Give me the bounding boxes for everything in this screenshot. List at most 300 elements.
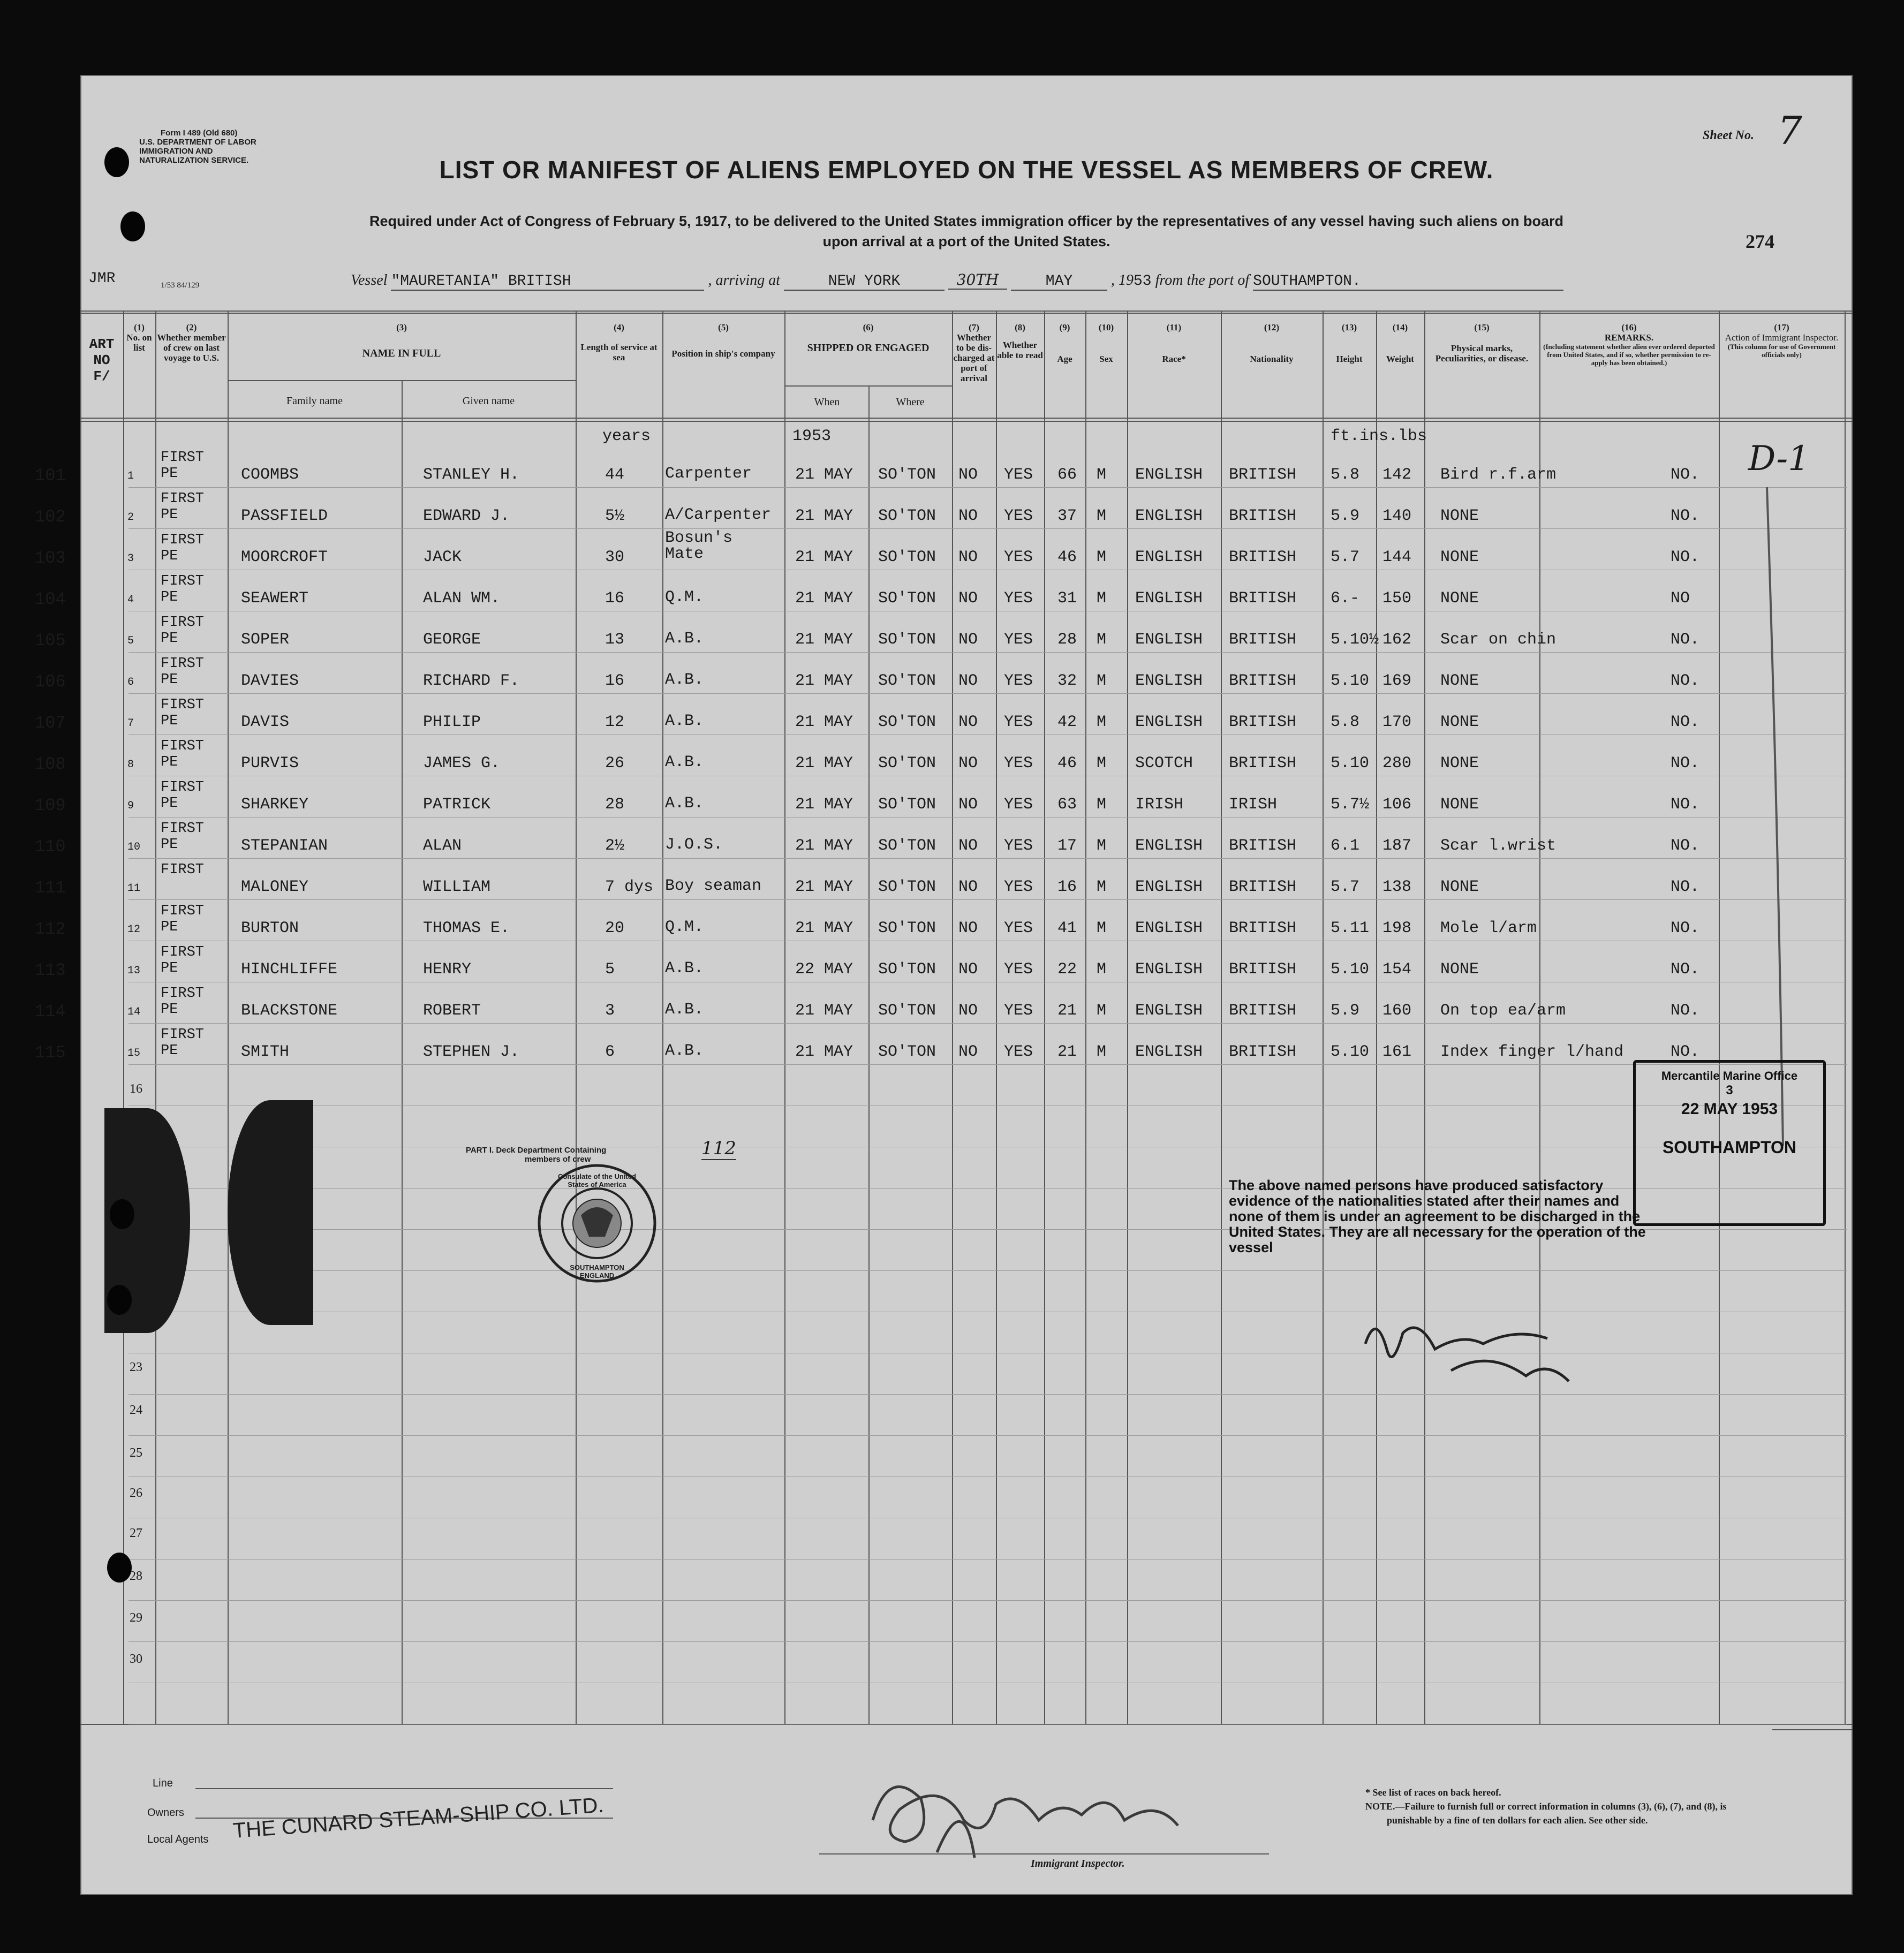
sex: M	[1097, 1043, 1107, 1061]
family-name: PURVIS	[241, 754, 299, 773]
shipped-when: 21 MAY	[795, 507, 853, 525]
able-to-read: YES	[1004, 796, 1033, 814]
position: Q.M.	[665, 918, 704, 936]
wax-seal-right	[228, 1100, 313, 1325]
discharge: NO	[958, 837, 978, 855]
remarks: NO.	[1671, 672, 1700, 690]
able-to-read: YES	[1004, 960, 1033, 979]
part-note-text-2: members of crew	[525, 1155, 591, 1164]
shipped-where: SO'TON	[878, 919, 936, 937]
height: 5.10½	[1331, 631, 1379, 649]
given-name: STEPHEN J.	[423, 1043, 520, 1061]
stamp-line1: Mercantile Marine Office	[1661, 1069, 1798, 1083]
row-rule	[129, 487, 1847, 488]
service-length: 5½	[605, 507, 625, 525]
col17-label: Action of Immigrant Inspector.	[1725, 332, 1839, 343]
position: J.O.S.	[665, 836, 723, 854]
discharge: NO	[958, 548, 978, 566]
race: ENGLISH	[1135, 713, 1203, 731]
service-length: 28	[605, 796, 625, 814]
nationality: BRITISH	[1229, 548, 1297, 566]
sex: M	[1097, 1002, 1107, 1020]
row-rule	[129, 1394, 1847, 1395]
shipped-where: SO'TON	[878, 878, 936, 896]
position: A/Carpenter	[665, 506, 772, 524]
part-number: 115	[35, 1043, 66, 1063]
col-line	[228, 311, 229, 1724]
col-line	[952, 311, 953, 1724]
row-rule	[129, 1600, 1847, 1601]
service-length: 16	[605, 672, 625, 690]
remarks: NO.	[1671, 548, 1700, 566]
empty-row-number: 16	[130, 1082, 142, 1096]
position: A.B.	[665, 794, 704, 813]
empty-row-number: 23	[130, 1360, 142, 1374]
sex: M	[1097, 589, 1107, 608]
given-name: STANLEY H.	[423, 466, 520, 484]
jmr-code: JMR	[88, 270, 116, 287]
shipped-where: SO'TON	[878, 589, 936, 608]
able-to-read: YES	[1004, 631, 1033, 649]
vessel-label: Vessel	[351, 272, 388, 289]
physical-marks: Scar l.wrist	[1440, 837, 1557, 855]
col17-num: (17)	[1774, 322, 1789, 332]
col5-header	[663, 322, 783, 359]
part-number: 106	[35, 672, 66, 692]
nationality: BRITISH	[1229, 754, 1297, 773]
age: 66	[1057, 466, 1077, 484]
race: ENGLISH	[1135, 837, 1203, 855]
col16-header	[1540, 322, 1718, 367]
position: A.B.	[665, 959, 704, 978]
height: 5.10	[1331, 672, 1370, 690]
col2-label: Whether member of crew on last voyage to U.S.	[157, 332, 226, 363]
able-to-read: YES	[1004, 1043, 1033, 1061]
units-years: years	[602, 427, 651, 445]
given-name: WILLIAM	[423, 878, 491, 896]
sex: M	[1097, 672, 1107, 690]
shipped-where: SO'TON	[878, 960, 936, 979]
stamp-place: SOUTHAMPTON	[1662, 1138, 1797, 1157]
footer-notes	[1365, 1785, 1794, 1827]
sex: M	[1097, 796, 1107, 814]
given-name: JAMES G.	[423, 754, 501, 773]
service-length: 12	[605, 713, 625, 731]
remarks: NO.	[1671, 878, 1700, 896]
race: ENGLISH	[1135, 1002, 1203, 1020]
when-header: When	[814, 396, 840, 408]
height: 5.7	[1331, 878, 1360, 896]
last-voyage: FIRST PE	[161, 944, 205, 976]
given-name: EDWARD J.	[423, 507, 510, 525]
col-line	[1085, 311, 1086, 1724]
footer-line-rule	[195, 1788, 613, 1789]
service-length: 16	[605, 589, 625, 608]
col13-label: Height	[1336, 354, 1363, 364]
arriving-day: 30TH	[948, 271, 1007, 290]
col6-label: SHIPPED OR ENGAGED	[807, 342, 930, 354]
year-suffix: 53	[1134, 273, 1152, 290]
weight: 150	[1382, 589, 1412, 608]
discharge: NO	[958, 1043, 978, 1061]
subtitle-line1: Required under Act of Congress of February 5, 1917, to be delivered to the United States immigration officer by the representatives of any vessel having such aliens on board	[369, 213, 1564, 229]
family-name: SEAWERT	[241, 589, 309, 608]
part-number: 103	[35, 548, 66, 568]
row-rule	[129, 652, 1847, 653]
race: IRISH	[1135, 796, 1184, 814]
col8-num: (8)	[1015, 322, 1025, 332]
footer-note-3: punishable by a fine of ten dollars for each alien. See other side.	[1387, 1815, 1648, 1826]
weight: 280	[1382, 754, 1412, 773]
list-number: 12	[127, 923, 141, 936]
nationality: BRITISH	[1229, 1002, 1297, 1020]
last-voyage: FIRST PE	[161, 615, 205, 647]
punch-hole	[120, 211, 145, 241]
service: IMMIGRATION AND NATURALIZATION SERVICE.	[139, 147, 249, 165]
family-name: BLACKSTONE	[241, 1002, 338, 1020]
col11-num: (11)	[1166, 322, 1182, 332]
race: ENGLISH	[1135, 672, 1203, 690]
empty-row-number: 28	[130, 1569, 142, 1583]
col1-num: (1)	[134, 322, 145, 332]
part-note-count: 112	[701, 1138, 736, 1159]
col-line	[1127, 311, 1128, 1724]
discharge: NO	[958, 713, 978, 731]
nationality: BRITISH	[1229, 631, 1297, 649]
part-number: 104	[35, 589, 66, 609]
shipped-when: 21 MAY	[795, 919, 853, 937]
discharge: NO	[958, 878, 978, 896]
remarks: NO.	[1671, 754, 1700, 773]
col7-label: Whether to be dis-charged at port of arrival	[953, 332, 995, 383]
col-line	[576, 311, 577, 1724]
punch-hole	[107, 1553, 132, 1583]
age: 41	[1057, 919, 1077, 937]
discharge: NO	[958, 754, 978, 773]
given-name: ROBERT	[423, 1002, 481, 1020]
service-length: 44	[605, 466, 625, 484]
race: ENGLISH	[1135, 466, 1203, 484]
agents-stamp: THE CUNARD STEAM-SHIP CO. LTD.	[232, 1793, 605, 1843]
part-number: 111	[35, 878, 66, 898]
service-length: 5	[605, 960, 615, 979]
service-length: 30	[605, 548, 625, 566]
arriving-month: MAY	[1011, 273, 1107, 291]
family-name: DAVIES	[241, 672, 299, 690]
shipped-where: SO'TON	[878, 1002, 936, 1020]
sex: M	[1097, 466, 1107, 484]
last-voyage: FIRST	[161, 862, 205, 878]
part-number: 107	[35, 713, 66, 733]
position: A.B.	[665, 1001, 704, 1019]
able-to-read: YES	[1004, 548, 1033, 566]
col7-header	[953, 322, 995, 383]
position: Q.M.	[665, 588, 704, 607]
sex: M	[1097, 960, 1107, 979]
sheet-number: 7	[1778, 108, 1802, 153]
form-number: Form I 489 (Old 680)	[161, 128, 238, 138]
row-rule	[129, 1023, 1847, 1024]
col10-label: Sex	[1099, 354, 1113, 364]
empty-row-number: 25	[130, 1446, 142, 1460]
col9-label: Age	[1057, 354, 1072, 364]
age: 32	[1057, 672, 1077, 690]
family-name: SHARKEY	[241, 796, 309, 814]
col4-label: Length of service at sea	[580, 342, 658, 362]
sex: M	[1097, 713, 1107, 731]
nationality: BRITISH	[1229, 960, 1297, 979]
given-name: ALAN WM.	[423, 589, 501, 608]
row-rule	[129, 693, 1847, 694]
col14-label: Weight	[1386, 354, 1414, 364]
inspector-rule	[819, 1853, 1269, 1854]
col2-header	[156, 322, 226, 363]
physical-marks: NONE	[1440, 548, 1479, 566]
list-number: 8	[127, 759, 134, 771]
col-line	[1845, 311, 1846, 1724]
age: 28	[1057, 631, 1077, 649]
age: 63	[1057, 796, 1077, 814]
able-to-read: YES	[1004, 754, 1033, 773]
arriving-port: NEW YORK	[784, 273, 945, 291]
family-name: DAVIS	[241, 713, 290, 731]
col1-header	[124, 322, 154, 353]
header-bottom-rule	[80, 418, 1853, 419]
col15-header	[1425, 322, 1538, 364]
part-number: 108	[35, 754, 66, 774]
discharge: NO	[958, 672, 978, 690]
sex: M	[1097, 754, 1107, 773]
discharge: NO	[958, 589, 978, 608]
weight: 142	[1382, 466, 1412, 484]
race: ENGLISH	[1135, 507, 1203, 525]
inspector-label: Immigrant Inspector.	[1031, 1858, 1125, 1869]
nationality: BRITISH	[1229, 878, 1297, 896]
list-number: 3	[127, 552, 134, 565]
weight: 162	[1382, 631, 1412, 649]
shipped-where: SO'TON	[878, 672, 936, 690]
col-line	[1376, 311, 1377, 1724]
weight: 144	[1382, 548, 1412, 566]
family-name: MALONEY	[241, 878, 309, 896]
age: 21	[1057, 1043, 1077, 1061]
age: 42	[1057, 713, 1077, 731]
shipped-when: 21 MAY	[795, 796, 853, 814]
remarks: NO.	[1671, 919, 1700, 937]
row-rule	[129, 1559, 1847, 1560]
given-name-header: Given name	[462, 395, 515, 407]
discharge: NO	[958, 631, 978, 649]
col-line	[1221, 311, 1222, 1724]
col1-label: No. on list	[126, 332, 152, 353]
row-rule	[129, 1270, 1847, 1271]
last-voyage: FIRST PE	[161, 738, 205, 770]
col11-label: Race*	[1162, 354, 1186, 364]
list-number: 6	[127, 676, 134, 688]
col6-num: (6)	[863, 322, 874, 332]
row-rule	[129, 1641, 1847, 1642]
last-voyage: FIRST PE	[161, 656, 205, 688]
race: ENGLISH	[1135, 960, 1203, 979]
race: ENGLISH	[1135, 589, 1203, 608]
able-to-read: YES	[1004, 507, 1033, 525]
col2-num: (2)	[186, 322, 197, 332]
physical-marks: NONE	[1440, 713, 1479, 731]
part-note-prefix: PART I.	[466, 1146, 494, 1155]
age: 31	[1057, 589, 1077, 608]
height: 5.9	[1331, 507, 1360, 525]
col-line	[155, 311, 156, 1724]
nationality: BRITISH	[1229, 919, 1297, 937]
weight: 170	[1382, 713, 1412, 731]
shipped-when: 21 MAY	[795, 1002, 853, 1020]
inspector-line-icon	[1762, 482, 1794, 1156]
shipped-when: 21 MAY	[795, 713, 853, 731]
sheet-label: Sheet No.	[1703, 128, 1754, 142]
physical-marks: NONE	[1440, 878, 1479, 896]
shipped-where: SO'TON	[878, 796, 936, 814]
remarks: NO.	[1671, 631, 1700, 649]
position: A.B.	[665, 712, 704, 730]
remarks: NO.	[1671, 466, 1700, 484]
physical-marks: Index finger l/hand	[1440, 1043, 1624, 1061]
col17-note: (This column for use of Government officials only)	[1727, 343, 1836, 359]
able-to-read: YES	[1004, 878, 1033, 896]
position: Bosun's Mate	[665, 529, 733, 563]
given-name: RICHARD F.	[423, 672, 520, 690]
list-number: 7	[127, 717, 134, 730]
document-title: LIST OR MANIFEST OF ALIENS EMPLOYED ON THE VESSEL AS MEMBERS OF CREW.	[439, 156, 1494, 184]
col-line	[1424, 311, 1425, 1724]
seal-text-top: Consulate of the United States of America	[558, 1172, 636, 1189]
service-length: 20	[605, 919, 625, 937]
height: 5.7½	[1331, 796, 1370, 814]
remarks: NO	[1671, 589, 1690, 608]
age: 46	[1057, 754, 1077, 773]
part-note-text: Deck Department Containing	[496, 1146, 607, 1155]
discharge: NO	[958, 796, 978, 814]
subtitle-line2: upon arrival at a port of the United States.	[822, 233, 1110, 249]
table-top-rule	[80, 311, 1853, 312]
part-header: ART NO F/	[89, 336, 115, 384]
col15-num: (15)	[1474, 322, 1490, 332]
col16-num: (16)	[1621, 322, 1637, 332]
col3-header	[229, 322, 575, 359]
units-year: 1953	[792, 427, 832, 445]
col7-num: (7)	[969, 322, 979, 332]
footer-note-2: NOTE.—Failure to furnish full or correct information in columns (3), (6), (7), and (8), is	[1365, 1801, 1727, 1812]
service-length: 7 dys	[605, 878, 654, 896]
discharge: NO	[958, 1002, 978, 1020]
service-length: 26	[605, 754, 625, 773]
sex: M	[1097, 919, 1107, 937]
corner-rule	[1772, 1729, 1853, 1730]
weight: 154	[1382, 960, 1412, 979]
part-number: 105	[35, 631, 66, 650]
row-rule	[129, 1435, 1847, 1436]
col-line	[1323, 311, 1324, 1724]
list-number: 9	[127, 800, 134, 812]
col-line	[662, 311, 663, 1724]
part-number: 101	[35, 466, 66, 486]
last-voyage: FIRST PE	[161, 821, 205, 853]
given-name: THOMAS E.	[423, 919, 510, 937]
col14-num: (14)	[1392, 322, 1408, 332]
family-name: SMITH	[241, 1043, 290, 1061]
weight: 161	[1382, 1043, 1412, 1061]
able-to-read: YES	[1004, 837, 1033, 855]
col3-label: NAME IN FULL	[362, 347, 441, 359]
row-rule	[129, 858, 1847, 859]
col17-header	[1720, 322, 1843, 359]
shipped-where: SO'TON	[878, 1043, 936, 1061]
col16-label: REMARKS.	[1604, 332, 1654, 343]
list-number: 5	[127, 635, 134, 647]
physical-marks: NONE	[1440, 960, 1479, 979]
col-line	[1044, 311, 1045, 1724]
shipped-when: 21 MAY	[795, 466, 853, 484]
last-voyage: FIRST PE	[161, 779, 205, 812]
service-length: 2½	[605, 837, 625, 855]
physical-marks: Scar on chin	[1440, 631, 1557, 649]
col11-header	[1128, 322, 1220, 364]
col4-header	[577, 322, 661, 362]
height: 5.11	[1331, 919, 1370, 937]
given-name: JACK	[423, 548, 462, 566]
position: A.B.	[665, 1042, 704, 1060]
part-number: 113	[35, 960, 66, 980]
height: 5.7	[1331, 548, 1360, 566]
arriving-label: , arriving at	[708, 272, 780, 289]
list-number: 4	[127, 594, 134, 606]
family-name: SOPER	[241, 631, 290, 649]
col14-header	[1377, 322, 1423, 364]
where-header: Where	[896, 396, 925, 408]
last-voyage: FIRST PE	[161, 491, 205, 523]
last-voyage: FIRST PE	[161, 986, 205, 1018]
units-measures: ft.ins.lbs	[1331, 427, 1427, 445]
position: Carpenter	[665, 465, 752, 483]
part-number: 109	[35, 796, 66, 815]
list-number: 2	[127, 511, 134, 524]
shipped-when: 21 MAY	[795, 754, 853, 773]
row-rule	[129, 899, 1847, 900]
year-prefix: , 19	[1111, 272, 1134, 289]
col12-num: (12)	[1264, 322, 1280, 332]
col16-note: (Including statement whether alien ever ordered deported from United States, and if so, whether permission to re-apply has been obtained.)	[1543, 343, 1715, 367]
age: 17	[1057, 837, 1077, 855]
weight: 187	[1382, 837, 1412, 855]
footer-note-1: * See list of races on back hereof.	[1365, 1787, 1501, 1798]
col10-num: (10)	[1098, 322, 1114, 332]
manifest-sheet	[35, 75, 1853, 1895]
shipped-when: 21 MAY	[795, 1043, 853, 1061]
discharge: NO	[958, 919, 978, 937]
consulate-seal	[535, 1162, 659, 1285]
col12-header	[1222, 322, 1321, 364]
col9-num: (9)	[1059, 322, 1070, 332]
col-line	[402, 380, 403, 1724]
col3-num: (3)	[396, 322, 407, 332]
col-line	[123, 311, 124, 1724]
last-voyage: FIRST PE	[161, 532, 205, 564]
punch-hole	[107, 1285, 132, 1315]
age: 16	[1057, 878, 1077, 896]
family-name-header: Family name	[286, 395, 343, 407]
family-name: MOORCROFT	[241, 548, 328, 566]
able-to-read: YES	[1004, 713, 1033, 731]
height: 5.8	[1331, 466, 1360, 484]
